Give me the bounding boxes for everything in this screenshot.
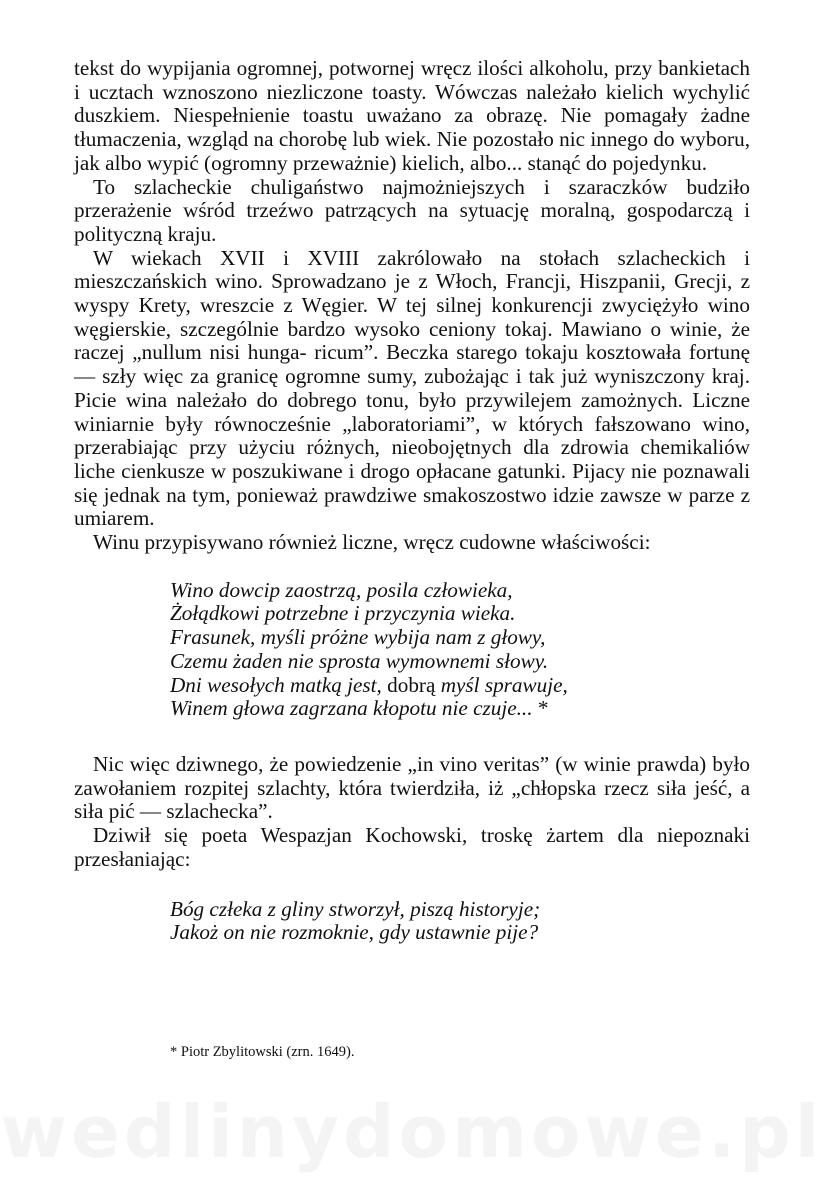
paragraph-wlasciwosci: Winu przypisywano również liczne, wręcz cudowne właściwości: [93, 530, 651, 555]
watermark-logo: wedlinydomowe.pl [0, 1090, 824, 1174]
verse-line [170, 697, 750, 721]
verse-line: Jakoż on nie rozmoknie, gdy ustawnie pije? [170, 920, 539, 945]
paragraph-wino-xvii-xviii: W wiekach XVII i XVIII zakrólowało na stołach szlacheckich i mieszczańskich wino. Sprowadzano je z Włoch, Francji, Hiszpanii, Grecji, z wyspy Krety, wreszcie z Węgier. W tej silnej konkurencji zwyciężyło wino węgierskie, szczególnie bardzo wysoko ceniony tokaj. Mawiano o winie, że raczej „nullum nisi hunga- ricum”. Beczka starego tokaju kosztowała fortunę — szły więc za granicę ogromne sumy, zubożając i tak już wyniszczony kraj. Picie wina należało do dobrego tonu, było przywilejem zamożnych. Liczne winiarnie były równocześnie „laboratoriami”, w których fałszowano wino, przerabiając przy użyciu różnych, nieobojętnych dla zdrowia chemikaliów liche cienkusze w poszukiwane i drogo opłacane gatunki. Pijacy nie poznawali się jednak na tym, ponieważ prawdziwe smakoszostwo idzie zawsze w parze z umiarem. [74, 245, 750, 531]
verse-line: Wino dowcip zaostrzą, posila człowieka, [170, 577, 513, 602]
footnote: * Piotr Zbylitowski (zrn. 1649). [170, 1044, 355, 1060]
paragraph-kochowski: Dziwił się poeta Wespazjan Kochowski, troskę żartem dla niepoznaki przesłaniając: [74, 823, 750, 871]
verse-fragment: myśl sprawuje, [440, 672, 568, 697]
verse-block-kochowski [74, 898, 750, 945]
verse-fragment: Dni wesołych matką jest, [170, 672, 382, 697]
verse-block-wino [74, 579, 750, 721]
verse-line: Czemu żaden nie sprosta wymownemi słowy. [170, 648, 549, 673]
paragraph-continued: tekst do wypijania ogromnej, potwornej wręcz ilości alkoholu, przy bankietach i ucztach wznoszono niezliczone toasty. Wówczas należało kielich wychylić duszkiem. Niespełnienie toastu uważano za obrazę. Nie pomagały żadne tłumaczenia, wzgląd na chorobę lub wiek. Nie pozostało nic innego do wyboru, jak albo wypić (ogromny przeważnie) kielich, albo... stanąć do pojedynku. [74, 56, 750, 175]
verse-line: Frasunek, myśli próżne wybija nam z głowy, [170, 625, 546, 650]
verse-line [170, 674, 750, 698]
verse-line: Żołądkowi potrzebne i przyczynia wieka. [170, 601, 516, 626]
paragraph-chuliganstwo: To szlacheckie chuligaństwo najmożniejszych i szaraczków budziło przerażenie wśród trzeźwo patrzących na sytuację moralną, gospodarczą i polityczną kraju. [74, 174, 750, 246]
verse-fragment: Winem głowa zagrzana kłopotu nie czuje... [170, 696, 533, 721]
verse-fragment-upright: dobrą [381, 672, 441, 697]
page-body [74, 57, 750, 945]
verse-line: Bóg człeka z gliny stworzył, piszą historyje; [170, 896, 541, 921]
footnote-marker: * [532, 696, 549, 721]
paragraph-in-vino-veritas: Nic więc dziwnego, że powiedzenie „in vino veritas” (w winie prawda) było zawołaniem rozpitej szlachty, która twierdziła, iż „chłopska rzecz siła jeść, a siła pić — szlachecka”. [74, 751, 750, 824]
